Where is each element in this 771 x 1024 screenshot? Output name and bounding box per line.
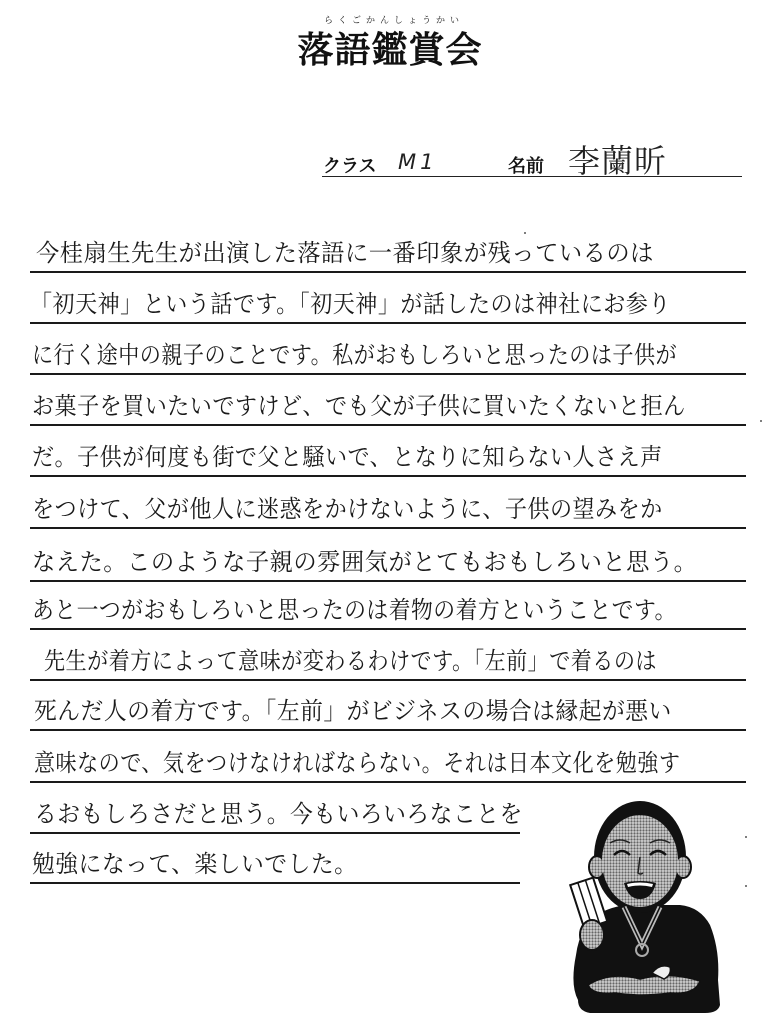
essay-text: あと一つがおもしろいと思ったのは着物の着方ということです。 (32, 596, 677, 624)
essay-text: をつけて、父が他人に迷惑をかけないように、子供の望みをか (32, 495, 663, 523)
class-label: クラス (323, 156, 377, 177)
essay-text: 勉強になって、楽しいでした。 (32, 850, 358, 878)
essay-text: 先生が着方によって意味が変わるわけです。「左前」で着るのは (44, 647, 657, 675)
scan-speck (745, 885, 747, 887)
essay-text: なえた。このような子親の雰囲気がとてもおもしろいと思う。 (32, 548, 698, 576)
name-value: 李蘭昕 (568, 142, 668, 180)
essay-text: るおもしろさだと思う。今もいろいろなことを (34, 800, 523, 828)
essay-line-9 (30, 639, 746, 681)
essay-line-4 (30, 384, 746, 426)
essay-line-1 (30, 231, 746, 273)
scan-speck (760, 420, 762, 422)
essay-line-3 (30, 333, 746, 375)
essay-line-10 (30, 689, 746, 731)
essay-text: 今桂扇生先生が出演した落語に一番印象が残っているのは (36, 239, 654, 267)
essay-text: に行く途中の親子のことです。私がおもしろいと思ったのは子供が (32, 341, 678, 369)
title-furigana: らくごかんしょうかい (323, 16, 464, 26)
essay-line-7 (30, 540, 746, 582)
essay-text: 「初天神」という話です。「初天神」が話したのは神社にお参り (30, 290, 671, 318)
header-underline (322, 176, 742, 177)
scan-speck (745, 836, 747, 838)
rakugo-performer-illustration (560, 795, 750, 1020)
essay-line-12 (30, 792, 523, 834)
essay-text: お菓子を買いたいですけど、でも父が子供に買いたくないと拒ん (32, 392, 686, 420)
class-value: M1 (398, 150, 438, 174)
essay-line-13 (30, 842, 520, 884)
essay-text: 意味なので、気をつけなければならない。それは日本文化を勉強す (34, 749, 681, 777)
essay-line-5 (30, 435, 746, 477)
essay-line-6 (30, 487, 746, 529)
essay-text: 死んだ人の着方です。「左前」がビジネスの場合は縁起が悪い (34, 697, 672, 725)
essay-line-8 (30, 588, 746, 630)
scan-speck (524, 232, 526, 234)
title-block (270, 14, 510, 72)
page-title: 落語鑑賞会 (297, 29, 483, 71)
essay-line-11 (30, 741, 746, 783)
essay-line-2 (30, 282, 746, 324)
name-label: 名前 (508, 156, 544, 177)
essay-text: だ。子供が何度も街で父と騒いで、となりに知らない人さえ声 (32, 443, 663, 471)
